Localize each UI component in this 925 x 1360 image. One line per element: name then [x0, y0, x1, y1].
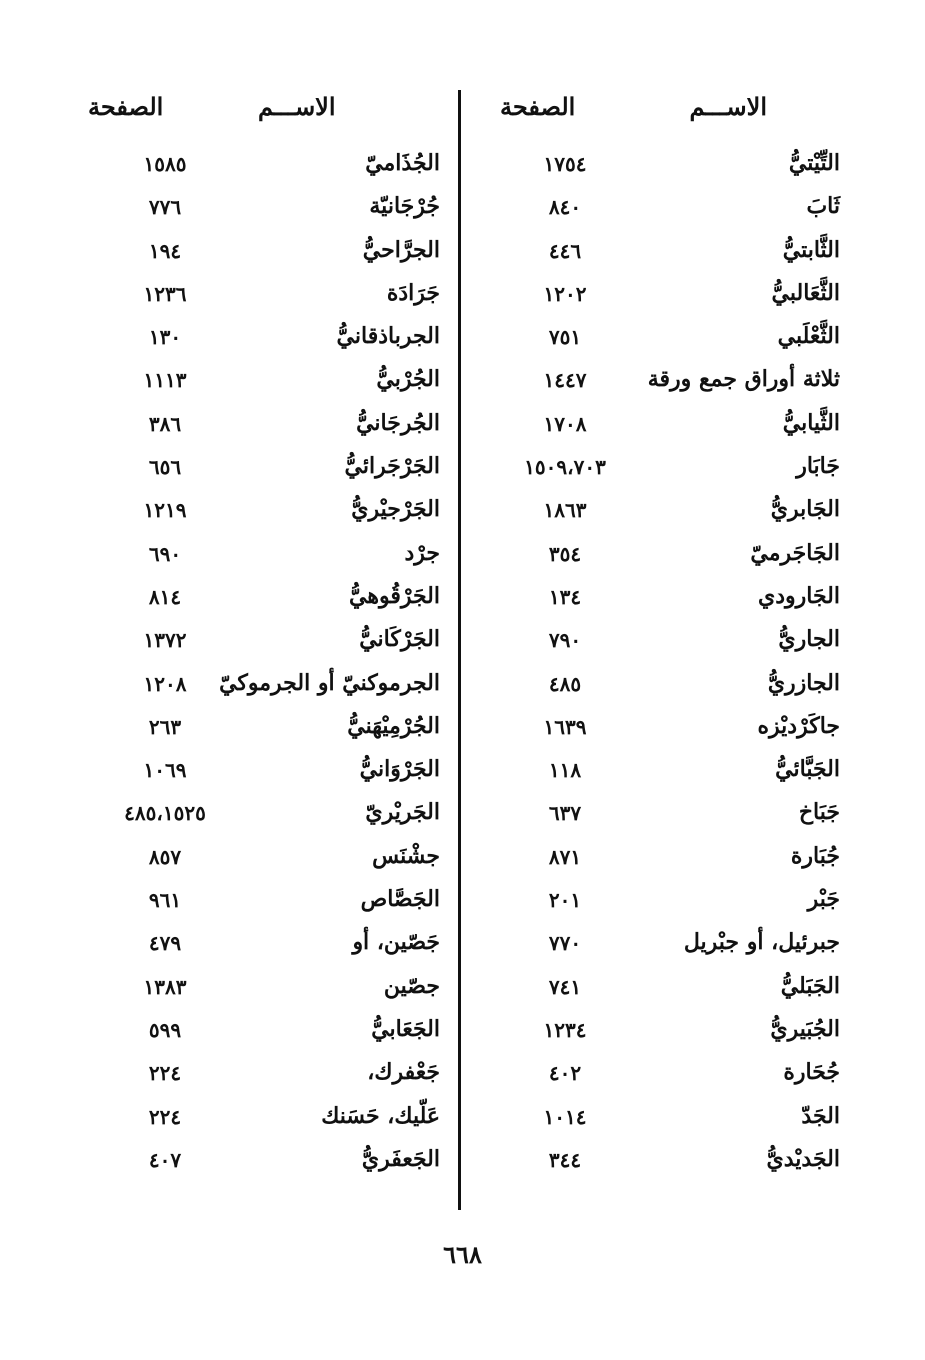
entry-name: جُرْجَانيّة: [369, 193, 440, 220]
entry-page: ٧٧٠: [548, 931, 582, 956]
entry-page: ١٦٣٩: [543, 714, 587, 739]
index-entry: [40, 366, 450, 409]
index-entry: [470, 1016, 870, 1059]
index-entry: [470, 150, 870, 193]
index-entry: [40, 410, 450, 453]
entry-name: الجَعَابيُّ: [371, 1015, 440, 1042]
entry-page: ٧٧٦: [148, 195, 182, 220]
entry-page: ١١١٣: [143, 368, 187, 393]
header-name-left: الاســـم: [258, 92, 336, 121]
entry-page: ٢٠١: [548, 888, 582, 913]
entry-page: ٦٩٠: [148, 541, 182, 566]
index-entry: [470, 843, 870, 886]
entry-name: الجُرْبيُّ: [376, 366, 440, 393]
entry-page: ١٣٨٣: [143, 974, 187, 999]
entry-page: ١٠٦٩: [143, 758, 187, 783]
entry-page: ١٣٧٢: [143, 628, 187, 653]
entry-name: الجَدّ: [801, 1102, 840, 1129]
index-entry: [40, 150, 450, 193]
index-entry: [470, 973, 870, 1016]
entry-name: ثلاثة أوراق جمع ورقة: [647, 366, 840, 393]
entry-name: جرْد: [404, 539, 440, 566]
index-entry: [40, 843, 450, 886]
index-entry: [470, 366, 870, 409]
entry-name: الجَرْكَانيُّ: [359, 626, 440, 653]
entry-page: ١٧٥٤: [543, 152, 587, 176]
index-entry: [40, 583, 450, 626]
entry-name: جشْنَس: [372, 842, 440, 869]
entry-page: ٨١٤: [148, 584, 182, 609]
header-name-right: الاســـم: [689, 92, 767, 121]
entry-name: الجَارودي: [758, 582, 840, 609]
entry-page: ١٢٠٨: [143, 671, 187, 696]
index-entry: [470, 496, 870, 539]
entry-page: ٣٤٤: [548, 1147, 582, 1172]
entry-page: ١٧٠٨: [543, 411, 587, 436]
index-entry: [40, 886, 450, 929]
entry-name: جَصّين، أو: [352, 929, 440, 956]
left-index-column: [40, 150, 450, 1189]
entry-page: ١٢٣٦: [143, 281, 187, 306]
index-entry: [470, 626, 870, 669]
index-entry: [470, 453, 870, 496]
index-entry: [470, 1103, 870, 1146]
entry-name: الجَاجَرميّ: [750, 539, 840, 566]
entry-name: الثَّابتيُّ: [782, 236, 840, 263]
entry-name: جبرئيل، أو جبْريل: [683, 929, 840, 956]
index-entry: [40, 1016, 450, 1059]
index-entry: [40, 237, 450, 280]
index-entry: [470, 799, 870, 842]
index-entry: [470, 1059, 870, 1102]
entry-name: جُبَارة: [790, 842, 840, 869]
entry-page: ٧٩٠: [548, 628, 582, 653]
entry-page: ٣٨٦: [148, 411, 182, 436]
right-index-column: [470, 150, 870, 1189]
entry-page: ٨٧١: [548, 844, 582, 869]
entry-page: ٥٩٩: [148, 1017, 182, 1042]
entry-name: عَلّيك، حَسَنك: [321, 1102, 440, 1129]
entry-name: الجاريُّ: [778, 626, 840, 653]
entry-name: جَعْفرك،: [367, 1059, 440, 1086]
entry-page: ٤٠٧: [148, 1147, 182, 1172]
index-entry: [40, 323, 450, 366]
entry-name: الجَرْجيْريُّ: [351, 496, 440, 523]
index-entry: [470, 583, 870, 626]
index-entry: [470, 237, 870, 280]
entry-name: الجَرْقُوهيُّ: [349, 582, 440, 609]
index-entry: [40, 1146, 450, 1189]
entry-name: الجرَّاحيُّ: [362, 236, 440, 263]
index-entry: [470, 410, 870, 453]
entry-page: ٧٤١: [548, 974, 582, 999]
header-page-right: الصفحة: [500, 92, 576, 121]
entry-page: ١٨٦٣: [543, 498, 587, 523]
index-entry: [40, 453, 450, 496]
entry-page: ١٥٠٩،٧٠٣: [524, 455, 606, 480]
entry-name: التِّيْتيُّ: [788, 150, 840, 176]
entry-page: ٤٤٦: [548, 238, 582, 263]
entry-name: الجَابريُّ: [770, 496, 840, 523]
entry-name: جَبَاخ: [798, 799, 840, 826]
entry-name: ثَابَ: [806, 193, 840, 220]
entry-page: ١٢٣٤: [543, 1017, 587, 1042]
index-entry: [40, 1103, 450, 1146]
entry-page: ١٣٠: [148, 325, 182, 350]
index-entry: [40, 1059, 450, 1102]
index-entry: [470, 280, 870, 323]
entry-name: جصّين: [383, 972, 440, 999]
index-entry: [40, 280, 450, 323]
entry-name: الجَصَّاص: [360, 886, 440, 913]
column-divider: [458, 90, 461, 1210]
index-entry: [470, 756, 870, 799]
entry-page: ١٢٠٢: [543, 281, 587, 306]
index-entry: [40, 540, 450, 583]
index-entry: [470, 323, 870, 366]
index-entry: [40, 929, 450, 972]
index-entry: [40, 973, 450, 1016]
entry-name: الجَريْريّ: [365, 799, 440, 826]
entry-page: ٦٥٦: [148, 455, 182, 480]
entry-name: الجَبَليُّ: [780, 972, 840, 999]
entry-name: جاكَرْديْزه: [757, 712, 840, 739]
entry-page: ٤٧٩: [148, 931, 182, 956]
index-entry: [470, 193, 870, 236]
index-entry: [470, 540, 870, 583]
entry-name: الجَبَّائيُّ: [775, 756, 840, 783]
entry-name: الثَّعَالبيُّ: [771, 279, 840, 306]
entry-name: الثَّيابيُّ: [782, 409, 840, 436]
entry-name: جُحَارة: [783, 1059, 840, 1086]
entry-name: الجُذَاميّ: [365, 150, 440, 176]
entry-name: الجرموكنيّ أو الجرموكيّ: [219, 669, 440, 696]
entry-name: الجَديْديُّ: [766, 1145, 840, 1172]
index-entry: [40, 496, 450, 539]
entry-page: ٢٢٤: [148, 1061, 182, 1086]
index-entry: [40, 626, 450, 669]
entry-page: ١٠١٤: [543, 1104, 587, 1129]
entry-page: ٢٦٣: [148, 714, 182, 739]
entry-page: ٨٥٧: [148, 844, 182, 869]
index-entry: [40, 193, 450, 236]
entry-name: الجُرْمِيْهَنيُّ: [347, 712, 440, 739]
entry-page: ٤٨٥: [548, 671, 582, 696]
entry-name: جَرَادَة: [386, 279, 440, 306]
entry-page: ٦٣٧: [548, 801, 582, 826]
entry-page: ١٥٨٥: [143, 152, 187, 176]
index-entry: [470, 929, 870, 972]
entry-name: الجَرْوَانيُّ: [359, 756, 440, 783]
entry-page: ١١٨: [548, 758, 582, 783]
index-entry: [40, 799, 450, 842]
page-number: ٦٦٨: [443, 1240, 482, 1269]
entry-page: ١٢١٩: [143, 498, 187, 523]
entry-name: الجُرجَانيُّ: [356, 409, 440, 436]
entry-page: ١٩٤: [148, 238, 182, 263]
index-entry: [470, 1146, 870, 1189]
index-entry: [470, 670, 870, 713]
entry-name: جَبْر: [807, 886, 840, 913]
entry-page: ٧٥١: [548, 325, 582, 350]
entry-page: ٢٢٤: [148, 1104, 182, 1129]
index-entry: [470, 713, 870, 756]
index-entry: [40, 670, 450, 713]
entry-name: الثَّعْلَبي: [777, 323, 840, 350]
entry-name: الجازريُّ: [767, 669, 840, 696]
index-entry: [470, 886, 870, 929]
index-entry: [40, 756, 450, 799]
entry-page: ٩٦١: [148, 888, 182, 913]
header-page-left: الصفحة: [88, 92, 164, 121]
entry-page: ١٤٤٧: [543, 368, 587, 393]
entry-name: جَابَار: [796, 453, 840, 480]
entry-page: ٣٥٤: [548, 541, 582, 566]
entry-page: ١٣٤: [548, 584, 582, 609]
entry-name: الجَرْجَرائيُّ: [344, 453, 440, 480]
entry-name: الجَعفَريُّ: [361, 1145, 440, 1172]
entry-name: الجُبَيريُّ: [770, 1015, 840, 1042]
entry-name: الجرباذقانيُّ: [336, 323, 440, 350]
entry-page: ٤٨٥،١٥٢٥: [124, 801, 206, 826]
entry-page: ٨٤٠: [548, 195, 582, 220]
entry-page: ٤٠٢: [548, 1061, 582, 1086]
index-entry: [40, 713, 450, 756]
